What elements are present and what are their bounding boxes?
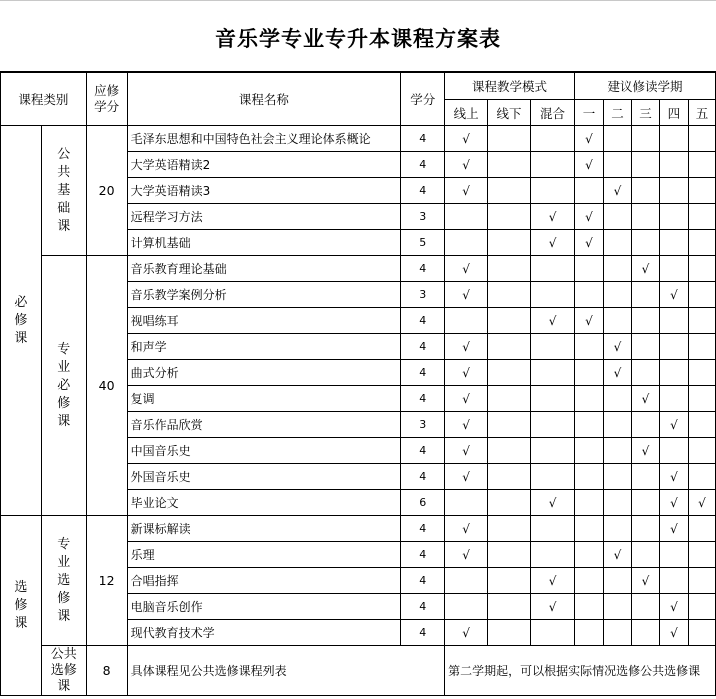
check-mark: √	[670, 496, 678, 510]
table-row	[1, 126, 716, 152]
mode-mixed-cell	[531, 152, 575, 178]
course-credit: 3	[401, 282, 445, 308]
check-mark: √	[670, 522, 678, 536]
check-mark: √	[585, 158, 593, 172]
mode-offline-cell	[488, 230, 531, 256]
mode-offline-cell	[488, 308, 531, 334]
mode-online-cell	[445, 282, 488, 308]
public-elective-row	[1, 646, 716, 696]
semester-2-cell	[603, 282, 631, 308]
check-mark: √	[641, 262, 650, 276]
header-semester-5: 五	[688, 100, 715, 126]
course-credit: 4	[401, 620, 445, 646]
course-name: 电脑音乐创作	[127, 594, 401, 620]
semester-5-cell	[688, 542, 715, 568]
semester-1-cell	[575, 178, 604, 204]
header-semester-3: 三	[631, 100, 659, 126]
course-credit: 4	[401, 542, 445, 568]
semester-1-cell	[575, 126, 604, 152]
mode-mixed-cell	[531, 256, 575, 282]
check-mark: √	[670, 600, 678, 614]
semester-1-cell	[575, 620, 604, 646]
course-credit: 4	[401, 178, 445, 204]
mode-mixed-cell	[531, 178, 575, 204]
semester-2-cell	[603, 178, 631, 204]
check-mark: √	[548, 574, 557, 588]
semester-4-cell	[659, 334, 688, 360]
header-suggested-semester: 建议修读学期	[575, 73, 716, 100]
check-mark: √	[462, 158, 470, 172]
course-name: 现代教育技术学	[127, 620, 401, 646]
semester-1-cell	[575, 230, 604, 256]
mode-online-cell	[445, 204, 488, 230]
mode-online-cell	[445, 542, 488, 568]
semester-4-cell	[659, 256, 688, 282]
semester-3-cell	[631, 464, 659, 490]
check-mark: √	[462, 184, 470, 198]
check-mark: √	[548, 236, 557, 250]
header-semester-2: 二	[603, 100, 631, 126]
group-credits-public-elective: 8	[86, 646, 127, 696]
check-mark: √	[670, 470, 678, 484]
subgroup-major_elective: 专 业 选 修 课	[41, 516, 86, 646]
mode-online-cell	[445, 230, 488, 256]
mode-offline-cell	[488, 464, 531, 490]
mode-online-cell	[445, 386, 488, 412]
semester-4-cell	[659, 126, 688, 152]
check-mark: √	[462, 418, 470, 432]
semester-2-cell	[603, 256, 631, 282]
course-credit: 4	[401, 308, 445, 334]
mode-offline-cell	[488, 360, 531, 386]
semester-4-cell	[659, 204, 688, 230]
mode-mixed-cell	[531, 334, 575, 360]
semester-1-cell	[575, 594, 604, 620]
mode-offline-cell	[488, 126, 531, 152]
course-credit: 5	[401, 230, 445, 256]
mode-offline-cell	[488, 256, 531, 282]
semester-5-cell	[688, 594, 715, 620]
mode-offline-cell	[488, 542, 531, 568]
semester-3-cell	[631, 568, 659, 594]
mode-mixed-cell	[531, 542, 575, 568]
semester-2-cell	[603, 412, 631, 438]
semester-3-cell	[631, 204, 659, 230]
check-mark: √	[462, 470, 470, 484]
semester-5-cell	[688, 334, 715, 360]
mode-mixed-cell	[531, 464, 575, 490]
semester-3-cell	[631, 126, 659, 152]
header-category: 课程类别	[1, 73, 87, 126]
mode-offline-cell	[488, 490, 531, 516]
title-row	[0, 0, 716, 72]
page-title: 音乐学专业专升本课程方案表	[215, 27, 501, 51]
mode-online-cell	[445, 490, 488, 516]
group-elective: 选 修 课	[1, 516, 42, 696]
mode-online-cell	[445, 568, 488, 594]
semester-2-cell	[603, 438, 631, 464]
semester-5-cell	[688, 204, 715, 230]
semester-4-cell	[659, 516, 688, 542]
course-credit: 4	[401, 386, 445, 412]
mode-offline-cell	[488, 568, 531, 594]
header-semester-1: 一	[575, 100, 604, 126]
course-credit: 4	[401, 568, 445, 594]
check-mark: √	[613, 184, 622, 198]
check-mark: √	[641, 444, 650, 458]
semester-1-cell	[575, 334, 604, 360]
mode-online-cell	[445, 594, 488, 620]
semester-3-cell	[631, 282, 659, 308]
check-mark: √	[548, 600, 557, 614]
mode-mixed-cell	[531, 204, 575, 230]
semester-2-cell	[603, 568, 631, 594]
semester-2-cell	[603, 230, 631, 256]
check-mark: √	[641, 574, 650, 588]
semester-1-cell	[575, 256, 604, 282]
semester-2-cell	[603, 386, 631, 412]
course-name: 新课标解读	[127, 516, 401, 542]
semester-3-cell	[631, 152, 659, 178]
check-mark: √	[462, 132, 470, 146]
semester-5-cell	[688, 308, 715, 334]
course-name: 外国音乐史	[127, 464, 401, 490]
semester-3-cell	[631, 594, 659, 620]
mode-mixed-cell	[531, 620, 575, 646]
mode-offline-cell	[488, 334, 531, 360]
public-elective-note-right: 第二学期起，可以根据实际情况选修公共选修课	[445, 646, 716, 696]
mode-online-cell	[445, 412, 488, 438]
semester-1-cell	[575, 360, 604, 386]
mode-mixed-cell	[531, 516, 575, 542]
group-credits-major_required: 40	[86, 256, 127, 516]
semester-3-cell	[631, 516, 659, 542]
course-name: 合唱指挥	[127, 568, 401, 594]
course-credit: 4	[401, 464, 445, 490]
semester-3-cell	[631, 490, 659, 516]
course-credit: 4	[401, 152, 445, 178]
check-mark: √	[462, 444, 470, 458]
course-name: 音乐教育理论基础	[127, 256, 401, 282]
check-mark: √	[670, 626, 678, 640]
semester-4-cell	[659, 594, 688, 620]
semester-2-cell	[603, 360, 631, 386]
semester-4-cell	[659, 464, 688, 490]
semester-1-cell	[575, 386, 604, 412]
semester-4-cell	[659, 308, 688, 334]
header-course-name: 课程名称	[127, 73, 401, 126]
check-mark: √	[670, 418, 678, 432]
semester-5-cell	[688, 438, 715, 464]
semester-3-cell	[631, 230, 659, 256]
table-row	[1, 256, 716, 282]
course-name: 计算机基础	[127, 230, 401, 256]
semester-5-cell	[688, 568, 715, 594]
course-credit: 4	[401, 438, 445, 464]
semester-3-cell	[631, 438, 659, 464]
semester-2-cell	[603, 542, 631, 568]
semester-4-cell	[659, 620, 688, 646]
course-credit: 4	[401, 360, 445, 386]
mode-offline-cell	[488, 152, 531, 178]
semester-4-cell	[659, 490, 688, 516]
semester-1-cell	[575, 152, 604, 178]
check-mark: √	[585, 210, 593, 224]
semester-4-cell	[659, 282, 688, 308]
mode-online-cell	[445, 438, 488, 464]
subgroup-public_basic: 公 共 基 础 课	[41, 126, 86, 256]
mode-online-cell	[445, 308, 488, 334]
group-credits-public_basic: 20	[86, 126, 127, 256]
header-credit: 学分	[401, 73, 445, 126]
mode-online-cell	[445, 126, 488, 152]
check-mark: √	[641, 392, 650, 406]
semester-5-cell	[688, 412, 715, 438]
mode-mixed-cell	[531, 386, 575, 412]
semester-1-cell	[575, 542, 604, 568]
mode-offline-cell	[488, 594, 531, 620]
course-credit: 6	[401, 490, 445, 516]
mode-online-cell	[445, 620, 488, 646]
semester-1-cell	[575, 204, 604, 230]
check-mark: √	[462, 548, 470, 562]
semester-3-cell	[631, 308, 659, 334]
check-mark: √	[462, 288, 470, 302]
check-mark: √	[462, 522, 470, 536]
mode-online-cell	[445, 152, 488, 178]
check-mark: √	[462, 366, 470, 380]
subgroup-public-elective: 公共 选修 课	[41, 646, 86, 696]
mode-mixed-cell	[531, 308, 575, 334]
semester-3-cell	[631, 178, 659, 204]
course-name: 毕业论文	[127, 490, 401, 516]
check-mark: √	[462, 626, 470, 640]
course-credit: 4	[401, 256, 445, 282]
semester-5-cell	[688, 126, 715, 152]
semester-3-cell	[631, 620, 659, 646]
header-semester-4: 四	[659, 100, 688, 126]
course-credit: 4	[401, 594, 445, 620]
course-name: 视唱练耳	[127, 308, 401, 334]
semester-1-cell	[575, 282, 604, 308]
semester-4-cell	[659, 360, 688, 386]
check-mark: √	[670, 288, 678, 302]
group-compulsory: 必 修 课	[1, 126, 42, 516]
semester-4-cell	[659, 178, 688, 204]
course-credit: 4	[401, 334, 445, 360]
mode-offline-cell	[488, 516, 531, 542]
semester-1-cell	[575, 308, 604, 334]
semester-1-cell	[575, 490, 604, 516]
semester-4-cell	[659, 386, 688, 412]
course-name: 曲式分析	[127, 360, 401, 386]
check-mark: √	[613, 366, 622, 380]
mode-offline-cell	[488, 178, 531, 204]
semester-4-cell	[659, 412, 688, 438]
semester-3-cell	[631, 256, 659, 282]
mode-online-cell	[445, 256, 488, 282]
course-name: 中国音乐史	[127, 438, 401, 464]
header-mode-online: 线上	[445, 100, 488, 126]
check-mark: √	[548, 496, 557, 510]
check-mark: √	[585, 314, 593, 328]
check-mark: √	[548, 210, 557, 224]
header-mode-offline: 线下	[488, 100, 531, 126]
course-credit: 4	[401, 126, 445, 152]
check-mark: √	[698, 496, 706, 510]
semester-2-cell	[603, 334, 631, 360]
mode-mixed-cell	[531, 568, 575, 594]
semester-5-cell	[688, 230, 715, 256]
public-elective-note-left: 具体课程见公共选修课程列表	[127, 646, 445, 696]
course-name: 大学英语精读2	[127, 152, 401, 178]
mode-offline-cell	[488, 620, 531, 646]
semester-2-cell	[603, 594, 631, 620]
semester-5-cell	[688, 464, 715, 490]
course-table	[0, 72, 716, 696]
semester-2-cell	[603, 308, 631, 334]
semester-3-cell	[631, 412, 659, 438]
mode-offline-cell	[488, 282, 531, 308]
mode-offline-cell	[488, 204, 531, 230]
semester-2-cell	[603, 516, 631, 542]
mode-mixed-cell	[531, 490, 575, 516]
mode-online-cell	[445, 360, 488, 386]
mode-mixed-cell	[531, 230, 575, 256]
header-teaching-mode: 课程教学模式	[445, 73, 575, 100]
subgroup-major_required: 专 业 必 修 课	[41, 256, 86, 516]
semester-5-cell	[688, 490, 715, 516]
semester-1-cell	[575, 412, 604, 438]
check-mark: √	[613, 340, 622, 354]
semester-1-cell	[575, 464, 604, 490]
course-credit: 3	[401, 204, 445, 230]
course-name: 和声学	[127, 334, 401, 360]
semester-2-cell	[603, 490, 631, 516]
course-name: 复调	[127, 386, 401, 412]
course-name: 音乐教学案例分析	[127, 282, 401, 308]
mode-online-cell	[445, 178, 488, 204]
semester-2-cell	[603, 126, 631, 152]
course-name: 远程学习方法	[127, 204, 401, 230]
semester-5-cell	[688, 282, 715, 308]
mode-online-cell	[445, 334, 488, 360]
semester-1-cell	[575, 568, 604, 594]
check-mark: √	[462, 340, 470, 354]
semester-3-cell	[631, 334, 659, 360]
course-credit: 3	[401, 412, 445, 438]
semester-5-cell	[688, 386, 715, 412]
check-mark: √	[613, 548, 622, 562]
semester-3-cell	[631, 360, 659, 386]
mode-mixed-cell	[531, 360, 575, 386]
mode-online-cell	[445, 464, 488, 490]
semester-1-cell	[575, 438, 604, 464]
semester-2-cell	[603, 152, 631, 178]
mode-mixed-cell	[531, 282, 575, 308]
semester-1-cell	[575, 516, 604, 542]
semester-4-cell	[659, 542, 688, 568]
semester-3-cell	[631, 542, 659, 568]
course-name: 乐理	[127, 542, 401, 568]
semester-5-cell	[688, 256, 715, 282]
semester-4-cell	[659, 230, 688, 256]
semester-4-cell	[659, 438, 688, 464]
course-name: 音乐作品欣赏	[127, 412, 401, 438]
mode-offline-cell	[488, 438, 531, 464]
course-name: 毛泽东思想和中国特色社会主义理论体系概论	[127, 126, 401, 152]
mode-offline-cell	[488, 412, 531, 438]
mode-mixed-cell	[531, 412, 575, 438]
course-name: 大学英语精读3	[127, 178, 401, 204]
semester-5-cell	[688, 360, 715, 386]
semester-2-cell	[603, 464, 631, 490]
header-row-1	[1, 73, 716, 100]
check-mark: √	[585, 132, 593, 146]
semester-5-cell	[688, 620, 715, 646]
header-mode-mixed: 混合	[531, 100, 575, 126]
mode-mixed-cell	[531, 126, 575, 152]
check-mark: √	[462, 392, 470, 406]
mode-mixed-cell	[531, 438, 575, 464]
group-credits-major_elective: 12	[86, 516, 127, 646]
semester-2-cell	[603, 204, 631, 230]
check-mark: √	[548, 314, 557, 328]
check-mark: √	[462, 262, 470, 276]
semester-4-cell	[659, 568, 688, 594]
semester-5-cell	[688, 178, 715, 204]
mode-online-cell	[445, 516, 488, 542]
course-credit: 4	[401, 516, 445, 542]
semester-5-cell	[688, 516, 715, 542]
semester-3-cell	[631, 386, 659, 412]
mode-mixed-cell	[531, 594, 575, 620]
mode-offline-cell	[488, 386, 531, 412]
semester-5-cell	[688, 152, 715, 178]
semester-4-cell	[659, 152, 688, 178]
header-required-credits: 应修学分	[86, 73, 127, 126]
check-mark: √	[585, 236, 593, 250]
semester-2-cell	[603, 620, 631, 646]
table-row	[1, 516, 716, 542]
